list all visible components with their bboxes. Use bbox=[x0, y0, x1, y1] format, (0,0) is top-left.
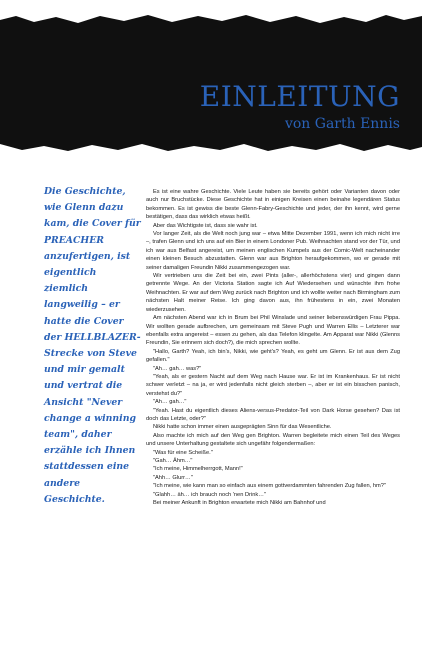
paragraph: "Ah… gah… was?" bbox=[153, 365, 202, 372]
paragraph: "Ich meine, wie kann man so einfach aus einem gottverdammten fahrenden Zug fallen, hm?" bbox=[153, 483, 386, 490]
paragraph: Am nächsten Abend war ich in Brum bei Phil Winslade und seiner liebenswürdigen Frau Pippa. Wir wollten gerade aufbrechen, um gemeinsam mit Steve Pugh und Warren Ellis – Letzterer war ebenfalls extra angereist – essen zu gehen, als das Telefon klingelte. Am Apparat war Nikki (Glenns Freundin, Sie erinnern sich doch?), die mich sprechen wollte. bbox=[146, 315, 400, 347]
paragraph: Vor langer Zeit, als die Welt noch jung war – etwa Mitte Dezember 1991, wenn ich mich nicht irre –, trafen Glenn und ich uns auf ein Bier in einem Londoner Pub. Weihnachten stand vor der Tür, und ich war aus Belfast angereist, um meinen englischen Kumpels aus der Comic-Welt nacheinander einen kleinen Besuch abzustatten. Glenn war aus Brighton heraufgekommen, wo er gerade mit seiner damaligen Freundin Nikki zusammengezogen war. bbox=[146, 231, 400, 271]
paragraph: "Hallo, Garth? Yeah, ich bin's, Nikki, wie geht's? Yeah, es geht um Glenn. Er ist aus dem Zug gefallen." bbox=[146, 348, 400, 364]
pull-quote: Die Geschichte, wie Glenn dazu kam, die Cover für PREACHER anzufertigen, ist eigentlich ziemlich langweilig – er hatte die Cover der HELLBLAZER-Strecke von Steve und mir gemalt und vertrat die Ansicht "Never change a winning team", daher erzähle ich Ihnen stattdessen eine andere Geschichte. bbox=[44, 186, 141, 505]
paragraph: "Ah… gah…" bbox=[153, 399, 187, 406]
paragraph: Aber das Wichtigste ist, dass sie wahr ist. bbox=[153, 222, 258, 229]
paragraph: "Yeah, als er gestern Nacht auf dem Weg nach Hause war. Er ist im Krankenhaus. Er ist nicht schwer verletzt – na ja, er wird jedenfalls nicht gleich sterben –, aber er ist ein bisschen panisch, verstehst du?" bbox=[146, 373, 400, 397]
page-title: EINLEITUNG bbox=[199, 80, 400, 113]
author-byline: von Garth Ennis bbox=[284, 116, 400, 132]
paragraph: "Yeah. Hast du eigentlich dieses Aliens-versus-Predator-Teil von Dark Horse gesehen? Das ist doch das Letzte, oder?" bbox=[146, 407, 400, 422]
torn-header-banner bbox=[0, 10, 422, 156]
paragraph: "Ich meine, Himmelherrgott, Mann!" bbox=[153, 466, 243, 473]
paragraph: Nikki hatte schon immer einen ausgeprägten Sinn für das Wesentliche. bbox=[153, 424, 332, 431]
paragraph: "Glahh… äh… ich brauch noch 'nen Drink…" bbox=[153, 491, 266, 498]
paragraph: "Was für eine Scheiße." bbox=[153, 449, 213, 456]
paragraph: Wir vertrieben uns die Zeit bei ein, zwei Pints (aller-, allerhöchstens vier) und gingen dann getrennte Wege. An der Victoria Station sagte ich Auf Wiedersehen und wünschte ihm frohe Weihnachten. Er war auf dem Weg zurück nach Brighton und ich wollte weiter nach Birmingham zum nächsten Halt meiner Reise. Ich ging davon aus, ihn frühestens in ein, zwei Monaten wiederzusehen. bbox=[146, 273, 400, 313]
paragraph: "Ahh… Glurr…" bbox=[153, 474, 193, 481]
paragraph: Also machte ich mich auf den Weg gen Brighton. Warren begleitete mich einen Teil des Weges und unsere Unterhaltung gestaltete sich ungefähr folgendermaßen: bbox=[146, 432, 400, 448]
body-text bbox=[146, 188, 400, 640]
paragraph: Es ist eine wahre Geschichte. Viele Leute haben sie bereits gehört oder Varianten davon oder auch nur Bruchstücke. Diese Geschichte hat in einigen Kreisen einen beinahe legendären Status bekommen. Es ist gewiss die beste Glenn-Fabry-Geschichte und jeder, der ihn kennt, wird gerne bestätigen, dass das wirklich etwas heißt. bbox=[146, 189, 400, 221]
paragraph: "Gah… Ähm…" bbox=[153, 458, 193, 464]
paragraph: Bei meiner Ankunft in Brighton erwartete mich Nikki am Bahnhof und bbox=[153, 500, 326, 507]
